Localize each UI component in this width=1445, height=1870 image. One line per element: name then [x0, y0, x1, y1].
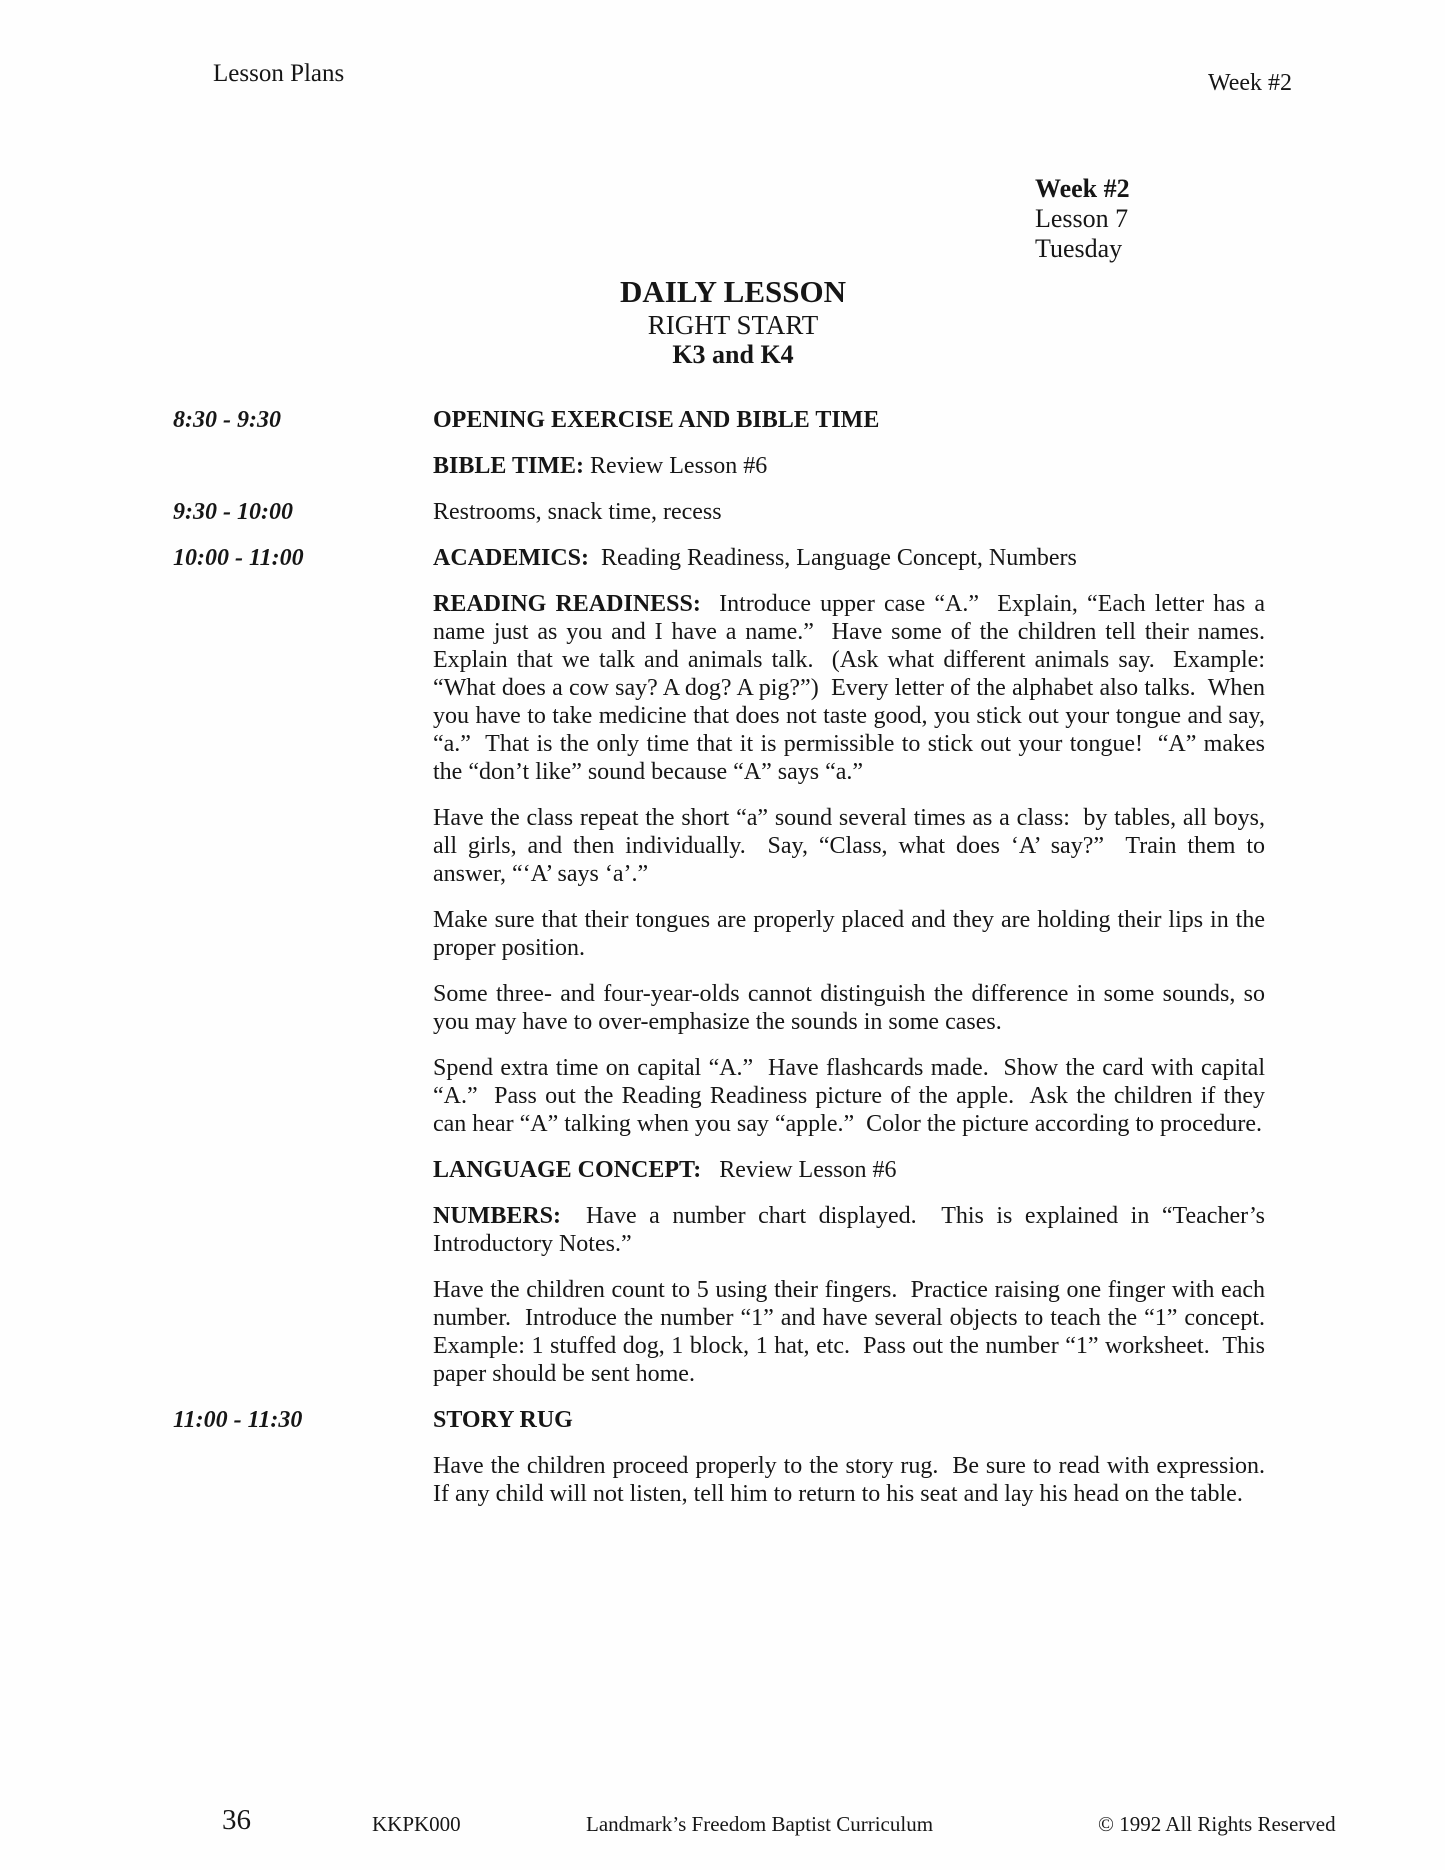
meta-week: Week #2 [1035, 174, 1130, 203]
row-heading: BIBLE TIME: [433, 453, 584, 479]
time-label: 11:00 - 11:30 [173, 1407, 303, 1433]
row-text: Introduce upper case “A.” Explain, “Each letter has a name just as you and I have a name.” Have some of the children tell their names. Explain that we talk and animals talk. (Ask what different animals say. Example: “What does a cow say? A dog? A pig?”) Every letter of the alphabet also talks. When you have to take medicine that does not taste good, you stick out your tongue and say, “a.” That is the only time that it is permissible to stick out your tongue! “A” makes the “don’t like” sound because “A” says “a.” [433, 591, 1277, 785]
row-content [433, 1054, 1271, 1138]
row-heading: READING READINESS: [433, 591, 701, 617]
schedule-row [0, 1156, 1445, 1184]
schedule-row [0, 980, 1445, 1036]
schedule-row [0, 544, 1445, 572]
schedule-row [0, 1202, 1445, 1258]
row-text: Have the children proceed properly to the story rug. Be sure to read with expression. If any child will not listen, tell him to return to his seat and lay his head on the table. [433, 1453, 1277, 1507]
running-header-right: Week #2 [1208, 70, 1293, 96]
row-text: Review Lesson #6 [701, 1157, 897, 1183]
row-heading: NUMBERS: [433, 1203, 562, 1229]
schedule-row [0, 1276, 1445, 1388]
title-main: DAILY LESSON [620, 274, 846, 309]
row-text: Spend extra time on capital “A.” Have flashcards made. Show the card with capital “A.” Pass out the Reading Readiness picture of the apple. Ask the children if they can hear “A” talking when you say “apple.” Color the picture according to procedure. [433, 1055, 1271, 1137]
row-content [433, 452, 1265, 480]
row-content [433, 906, 1271, 962]
row-text: Have the children count to 5 using their fingers. Practice raising one finger with each number. Introduce the number “1” and have several objects to teach the “1” concept. Example: 1 stuffed dog, 1 block, 1 hat, etc. Pass out the number “1” worksheet. This paper should be sent home. [433, 1277, 1271, 1387]
footer-page-number: 36 [222, 1804, 251, 1836]
time-label: 10:00 - 11:00 [173, 545, 304, 571]
row-text: Have the class repeat the short “a” sound several times as a class: by tables, all boys, all girls, and then individually. Say, “Class, what does ‘A’ say?” Train them to answer, “‘A’ says ‘a’.” [433, 805, 1271, 887]
row-heading: ACADEMICS: [433, 545, 589, 571]
row-content [433, 498, 1265, 526]
schedule-row [0, 1452, 1445, 1508]
row-text: Restrooms, snack time, recess [433, 499, 722, 525]
page-title [0, 274, 1445, 370]
row-content [433, 980, 1271, 1036]
schedule-row [0, 1406, 1445, 1434]
row-content [433, 544, 1265, 572]
row-heading: OPENING EXERCISE AND BIBLE TIME [433, 407, 880, 433]
schedule-row [0, 906, 1445, 962]
row-heading: STORY RUG [433, 1407, 573, 1433]
row-content [433, 1452, 1277, 1508]
row-text: Some three- and four-year-olds cannot distinguish the difference in some sounds, so you may have to over-emphasize the sounds in some cases. [433, 981, 1271, 1035]
row-text: Make sure that their tongues are properly placed and they are holding their lips in the proper position. [433, 907, 1271, 961]
schedule-row [0, 1054, 1445, 1138]
footer-curriculum: Landmark’s Freedom Baptist Curriculum [586, 1812, 934, 1836]
schedule [0, 406, 1445, 1526]
footer-copyright: © 1992 All Rights Reserved [1098, 1812, 1336, 1836]
title-sub: RIGHT START [647, 310, 819, 340]
schedule-row [0, 406, 1445, 434]
running-header-left: Lesson Plans [213, 60, 345, 87]
row-text: Review Lesson #6 [583, 453, 768, 479]
meta-lesson: Lesson 7 [1035, 204, 1129, 233]
row-text: Reading Readiness, Language Concept, Numbers [589, 545, 1077, 571]
time-label: 9:30 - 10:00 [173, 499, 293, 525]
schedule-row [0, 804, 1445, 888]
meta-day: Tuesday [1035, 234, 1123, 263]
time-label: 8:30 - 9:30 [173, 407, 281, 433]
row-content [433, 1156, 1265, 1184]
schedule-row [0, 452, 1445, 480]
schedule-row [0, 590, 1445, 786]
row-content [433, 804, 1271, 888]
row-content [433, 1276, 1271, 1388]
row-content [433, 1406, 1265, 1434]
row-text: Have a number chart displayed. This is explained in “Teacher’s Introductory Notes.” [433, 1203, 1271, 1257]
footer-code: KKPK000 [372, 1812, 461, 1836]
row-content [433, 590, 1277, 786]
row-heading: LANGUAGE CONCEPT: [433, 1157, 702, 1183]
schedule-row [0, 498, 1445, 526]
row-content [433, 1202, 1271, 1258]
row-content [433, 406, 1265, 434]
lesson-meta-block [1035, 174, 1130, 264]
title-grade: K3 and K4 [672, 340, 794, 369]
